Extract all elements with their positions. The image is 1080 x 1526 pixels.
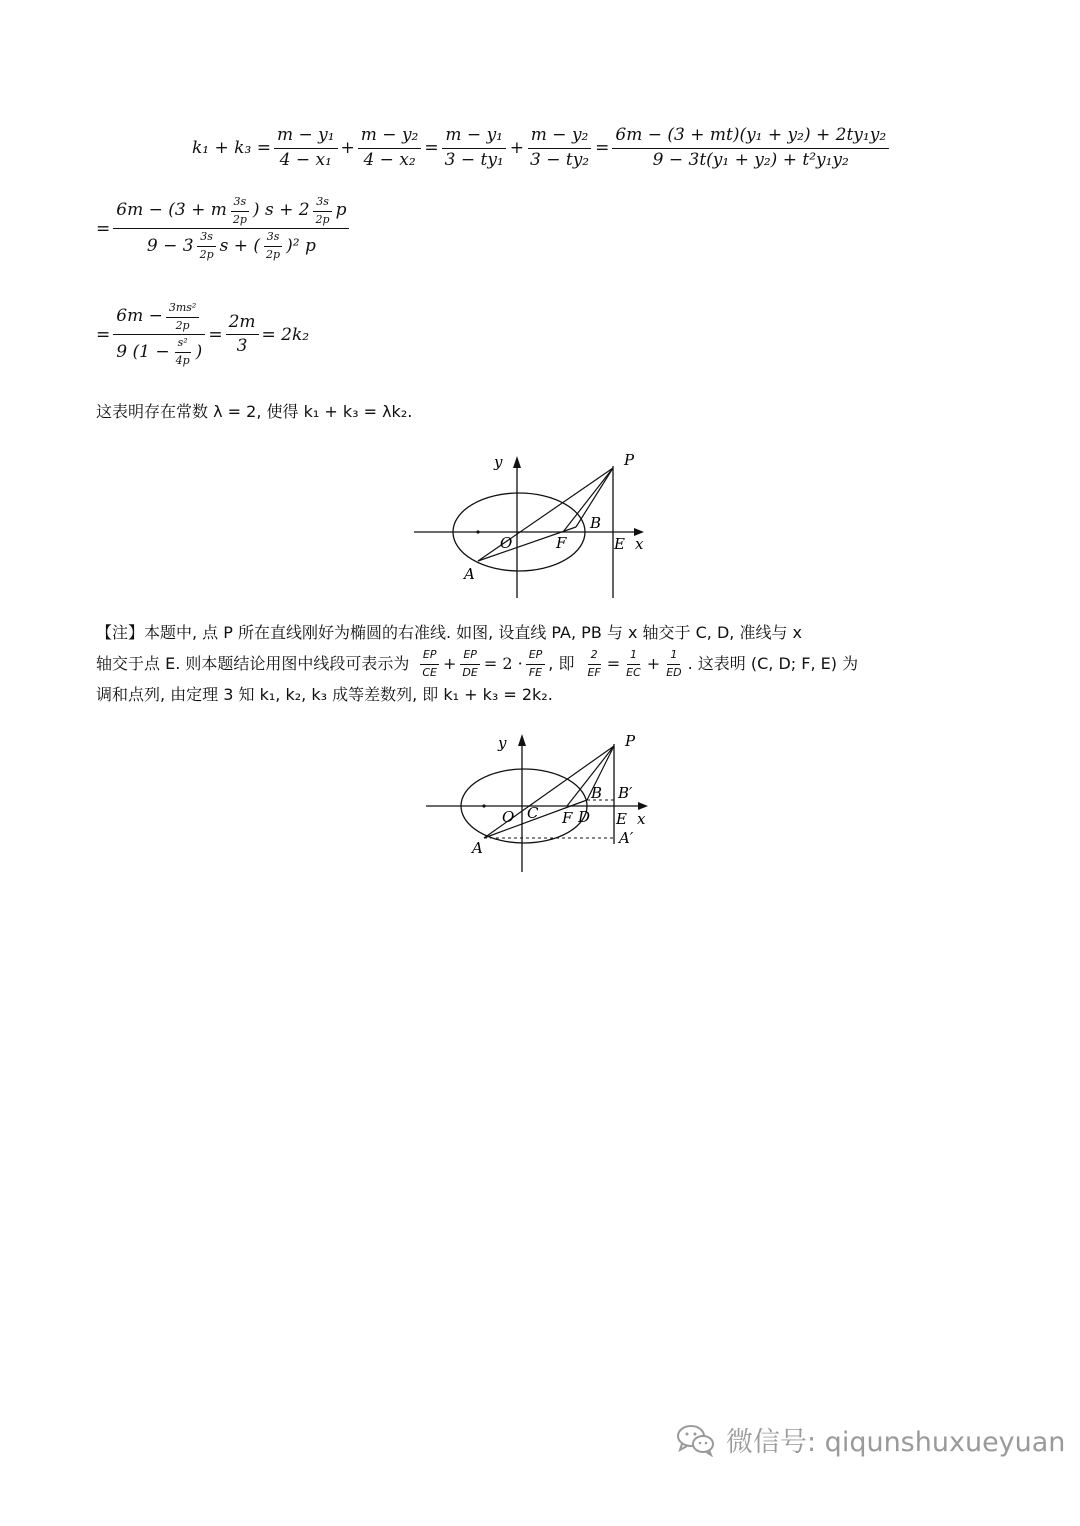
- fraction-1-EC: $\frac{1}{EC}$: [626, 647, 641, 679]
- fraction: $\frac{2m}{3}$: [226, 313, 259, 357]
- conclusion-text: 这表明存在常数 λ = 2, 使得 k₁ + k₃ = λk₂.: [96, 402, 413, 421]
- label-A: A: [464, 565, 475, 583]
- label-O: O: [502, 808, 515, 826]
- label-P: P: [624, 451, 635, 469]
- small-fraction: $\frac{3s}{2p}$: [197, 231, 217, 261]
- fraction-EP-CE: $\frac{EP}{CE}$: [419, 649, 440, 679]
- equation-line-3: = 6m − $\frac{\text{3ms²}}{2p}$ 9 (1 − $\frac{\text{s²}}{4p}$ ) = $\frac{2m}{3}$ = 2k₂: [96, 301, 310, 367]
- fraction: $\frac{\text{m − y₁}}{\text{3 − ty₁}}$: [442, 126, 507, 170]
- fraction-EP-FE: $\frac{EP}{FE}$: [526, 649, 546, 679]
- small-fraction: $\frac{\text{s²}}{4p}$: [175, 336, 190, 367]
- fraction: $\frac{\text{m − y₂}}{\text{4 − x₂}}$: [358, 126, 422, 170]
- note-line-3: 调和点列, 由定理 3 知 k₁, k₂, k₃ 成等差数列, 即 k₁ + k₃ = 2k₂.: [96, 685, 553, 704]
- label-A: A: [472, 839, 483, 857]
- label-y: y: [494, 453, 503, 471]
- y-axis-arrow: [518, 734, 526, 746]
- label-F: F: [556, 534, 567, 552]
- label-B: B: [591, 784, 603, 802]
- fraction: $\frac{\text{m − y₂}}{\text{3 − ty₂}}$: [527, 126, 592, 170]
- small-fraction: $\frac{3s}{2p}$: [230, 196, 250, 226]
- small-fraction: $\frac{\text{3ms²}}{2p}$: [166, 302, 199, 332]
- point-left-focus: [482, 804, 485, 807]
- label-B-prime: B′: [618, 784, 633, 802]
- fraction: 6m − $\frac{\text{3ms²}}{2p}$ 9 (1 − $\frac{\text{s²}}{4p}$ ): [113, 302, 205, 368]
- eq1-lhs: k₁ + k₃ =: [192, 138, 271, 159]
- point-left-focus: [476, 530, 479, 533]
- wechat-icon: [676, 1423, 716, 1457]
- label-E: E: [616, 810, 627, 828]
- note-line-2: 轴交于点 E. 则本题结论用图中线段可表示为 $\frac{EP}{CE}$ + $\frac{EP}{DE}$ = 2 · $\frac{EP}{FE}$ , 即 $\frac{2}{EF}$ = $\frac{1}{EC}$ + $\frac{1}{ED}$ . 这表明 (C, D; F, E) 为: [96, 647, 859, 679]
- label-E: E: [614, 535, 625, 553]
- fraction-EP-DE: $\frac{EP}{DE}$: [459, 649, 480, 679]
- label-B: B: [590, 514, 602, 532]
- label-P: P: [625, 732, 636, 750]
- label-F: F: [562, 809, 573, 827]
- fraction-2-EF: $\frac{2}{EF}$: [587, 647, 601, 679]
- label-O: O: [500, 534, 513, 552]
- fraction-1-ED: $\frac{1}{ED}$: [666, 647, 682, 679]
- line-FP: [563, 468, 613, 532]
- label-y: y: [498, 734, 507, 752]
- equation-line-2: = 6m − (3 + m $\frac{3s}{2p}$ ) s + 2 $\frac{3s}{2p}$ p 9 − 3 $\frac{3s}{2p}$ s + ( $\frac{3s}{2p}$ )² p: [96, 196, 352, 262]
- small-fraction: $\frac{3s}{2p}$: [313, 196, 333, 226]
- fraction: $\frac{\text{6m − (3 + mt)(y₁ + y₂) + 2ty₁y₂}}{\text{9 − 3t(y₁ + y₂) + t²y₁y₂}}$: [612, 126, 889, 170]
- small-fraction: $\frac{3s}{2p}$: [263, 231, 283, 261]
- label-x: x: [637, 810, 646, 828]
- label-C: C: [527, 804, 539, 822]
- equation-line-1: k₁ + k₃ = $\frac{\text{m − y₁}}{\text{4 − x₁}}$ + $\frac{\text{m − y₂}}{\text{4 − x₂}}$ = $\frac{\text{m − y₁}}{\text{3 − ty₁}}$ + $\frac{\text{m − y₂}}{\text{3 − ty₂}}$ = $\frac{\text{6m − (3 + mt)(y₁ + y₂) + 2ty₁y₂}}{\text{9 − 3t(y₁ + y₂) + t²y₁y₂}}$: [192, 126, 892, 170]
- y-axis-arrow: [513, 456, 521, 468]
- watermark-text: 微信号: qiqunshuxueyuan: [726, 1427, 1066, 1458]
- figure-2-ellipse-diagram: [422, 726, 662, 876]
- note-line-1: 【注】本题中, 点 P 所在直线刚好为椭圆的右准线. 如图, 设直线 PA, PB 与 x 轴交于 C, D, 准线与 x: [96, 623, 802, 642]
- figure-1-ellipse-diagram: [410, 448, 660, 603]
- label-x: x: [635, 535, 644, 553]
- x-axis-arrow: [638, 802, 648, 810]
- label-A-prime: A′: [619, 829, 634, 847]
- fraction: 6m − (3 + m $\frac{3s}{2p}$ ) s + 2 $\frac{3s}{2p}$ p 9 − 3 $\frac{3s}{2p}$ s + ( $\frac{3s}{2p}$ )² p: [113, 196, 349, 262]
- label-D: D: [578, 808, 591, 826]
- watermark: [676, 1420, 1065, 1459]
- fraction: $\frac{\text{m − y₁}}{\text{4 − x₁}}$: [274, 126, 338, 170]
